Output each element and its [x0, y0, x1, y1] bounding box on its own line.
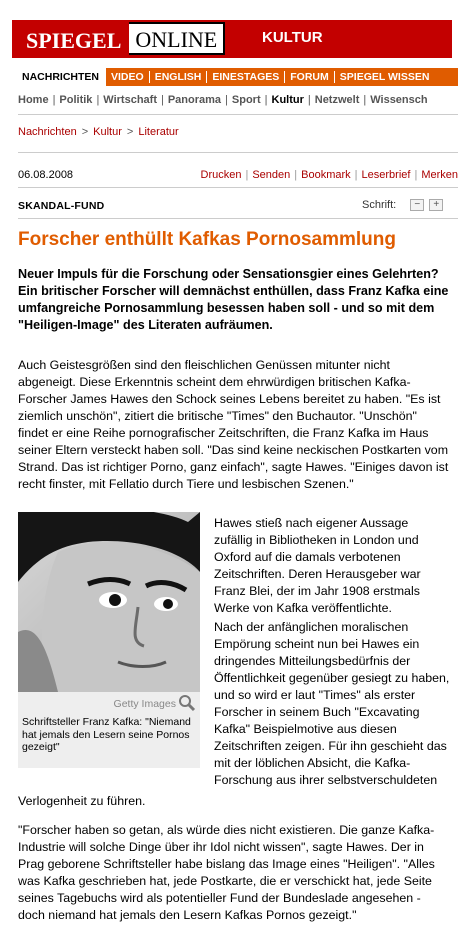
article-tools	[201, 169, 458, 181]
article-paragraph: Hawes stieß nach eigener Aussage zufällig in Bibliotheken in London und Oxford auf die damals verbotenen Zeitschriften. Deren Herausgeber war Franz Blei, der im Jahr 1908 erstmals Werke von Kafka veröffentlichte.	[214, 516, 421, 615]
tools-separator: |	[294, 169, 298, 181]
bookmark-link[interactable]: Bookmark	[301, 169, 351, 181]
subnav-separator: |	[52, 94, 56, 106]
subnav-item-wissenschaft[interactable]: Wissensch	[370, 94, 428, 106]
nav-item-nachrichten[interactable]: NACHRICHTEN	[16, 68, 106, 86]
font-size-label: Schrift:	[362, 199, 397, 211]
photo-caption: Schriftsteller Franz Kafka: "Niemand hat jemals den Lesern seine Pornos gezeigt"	[22, 716, 191, 753]
logo-online-text: ONLINE	[129, 22, 225, 55]
subnav-item-kultur[interactable]: Kultur	[271, 94, 304, 106]
main-nav	[16, 68, 458, 86]
subnav-separator: |	[363, 94, 367, 106]
section-title[interactable]: KULTUR	[262, 29, 323, 46]
divider	[18, 218, 458, 219]
article-teaser: Neuer Impuls für die Forschung oder Sensationsgier eines Gelehrten? Ein britischer Forscher will demnächst enthüllen, dass Franz Kafka eine umfangreiche Pornosammlung besessen haben soll - und so mit dem "Heiligen-Image" des Literaten aufräumen.	[18, 267, 449, 332]
font-decrease-button[interactable]: −	[410, 199, 424, 211]
letter-link[interactable]: Leserbrief	[361, 169, 411, 181]
article-rubric: SKANDAL-FUND	[18, 200, 105, 212]
article-date: 06.08.2008	[18, 169, 74, 181]
section-nav	[18, 94, 428, 106]
nav-item-english[interactable]: ENGLISH	[150, 71, 208, 83]
remember-link[interactable]: Merken	[421, 169, 458, 181]
subnav-separator: |	[160, 94, 164, 106]
article-paragraph: Nach der anfänglichen moralischen Empörung scheint nun bei Hawes ein dringendes Mitteilungsbedürfnis der Öffentlichkeit gegenüber gesiegt zu haben, und so wird er laut "Times" als erster Forscher in seinem Buch "Excavating Kafka" Beispielmotive aus diesen Zeitschriften zeigen. Für ihn geschieht das mit der löblichen Absicht, die Kafka-Forschung aus ihrer selbstverschuldeten	[214, 620, 450, 787]
article-toolbar	[18, 169, 458, 181]
subnav-item-sport[interactable]: Sport	[231, 94, 261, 106]
divider	[18, 152, 458, 153]
subnav-separator: |	[96, 94, 100, 106]
subnav-separator: |	[264, 94, 268, 106]
article-paragraph-continued: Verlogenheit zu führen.	[18, 794, 146, 808]
send-link[interactable]: Senden	[252, 169, 291, 181]
nav-item-forum[interactable]: FORUM	[285, 71, 335, 83]
spiegel-online-logo[interactable]	[18, 22, 225, 55]
tools-separator: |	[414, 169, 418, 181]
subnav-item-home[interactable]: Home	[18, 94, 49, 106]
photo-credit: Getty Images	[113, 698, 176, 710]
breadcrumb-item-kultur[interactable]: Kultur	[93, 126, 122, 138]
photo-figure	[18, 512, 200, 768]
subnav-item-wirtschaft[interactable]: Wirtschaft	[103, 94, 157, 106]
font-increase-button[interactable]: +	[429, 199, 443, 211]
nav-item-spiegel-wissen[interactable]: SPIEGEL WISSEN	[339, 71, 430, 83]
nav-item-einestages[interactable]: EINESTAGES	[207, 71, 285, 83]
breadcrumb	[18, 126, 179, 138]
tools-separator: |	[245, 169, 249, 181]
subnav-separator: |	[225, 94, 228, 106]
breadcrumb-arrow: >	[81, 126, 89, 138]
subnav-separator: |	[307, 94, 311, 106]
print-link[interactable]: Drucken	[200, 169, 242, 181]
nav-item-video[interactable]: VIDEO	[106, 71, 150, 83]
breadcrumb-item-nachrichten[interactable]: Nachrichten	[18, 126, 77, 138]
magnifier-icon[interactable]	[178, 694, 196, 712]
article-headline: Forscher enthüllt Kafkas Pornosammlung	[18, 229, 396, 250]
breadcrumb-item-literatur[interactable]: Literatur	[138, 126, 179, 138]
logo-spiegel-text: SPIEGEL	[18, 22, 129, 55]
article-paragraph: Auch Geistesgrößen sind den fleischlichen Genüssen mitunter nicht abgeneigt. Diese Erkenntnis scheint dem ehrwürdigen britischen Kafka-Forscher James Hawes den Schock seines Lebens bereitet zu haben. "Es ist ziemlich unschön", zitiert die britische "Times" den Buchautor. "Unschön" findet er eine Reihe pornografischer Zeitschriften, die Franz Kafka im Haus seiner Eltern versteckt haben soll. "Das sind keine neckischen Postkarten vom Strand. Das ist richtiger Porno, ganz einfach", sagte Hawes. "Einiges davon ist recht finster, mit Fellatio durch Tiere und lesbischen Szenen."	[18, 358, 449, 491]
kafka-portrait-image[interactable]	[18, 512, 200, 692]
divider	[18, 187, 458, 188]
subnav-item-politik[interactable]: Politik	[59, 94, 93, 106]
tools-separator: |	[354, 169, 358, 181]
site-header	[0, 0, 458, 60]
subnav-item-panorama[interactable]: Panorama	[167, 94, 222, 106]
subnav-item-netzwelt[interactable]: Netzwelt	[314, 94, 360, 106]
divider	[18, 114, 458, 115]
breadcrumb-arrow: >	[126, 126, 134, 138]
article-paragraph: "Forscher haben so getan, als würde dies nicht existieren. Die ganze Kafka-Industrie will solche Dinge über ihr Idol nicht wissen", sagte Hawes. Der in Prag geborene Schriftsteller habe bislang das Image eines "Heiligen". "Alles was Kafka geschrieben hat, jede Postkarte, die er verschickt hat, jede Seite seines Tagebuchs wird als potentieller Fund der Bundeslade angesehen - doch niemand hat jemals den Lesern Kafkas Pornos gezeigt."	[18, 823, 435, 922]
font-size-control	[362, 199, 443, 211]
